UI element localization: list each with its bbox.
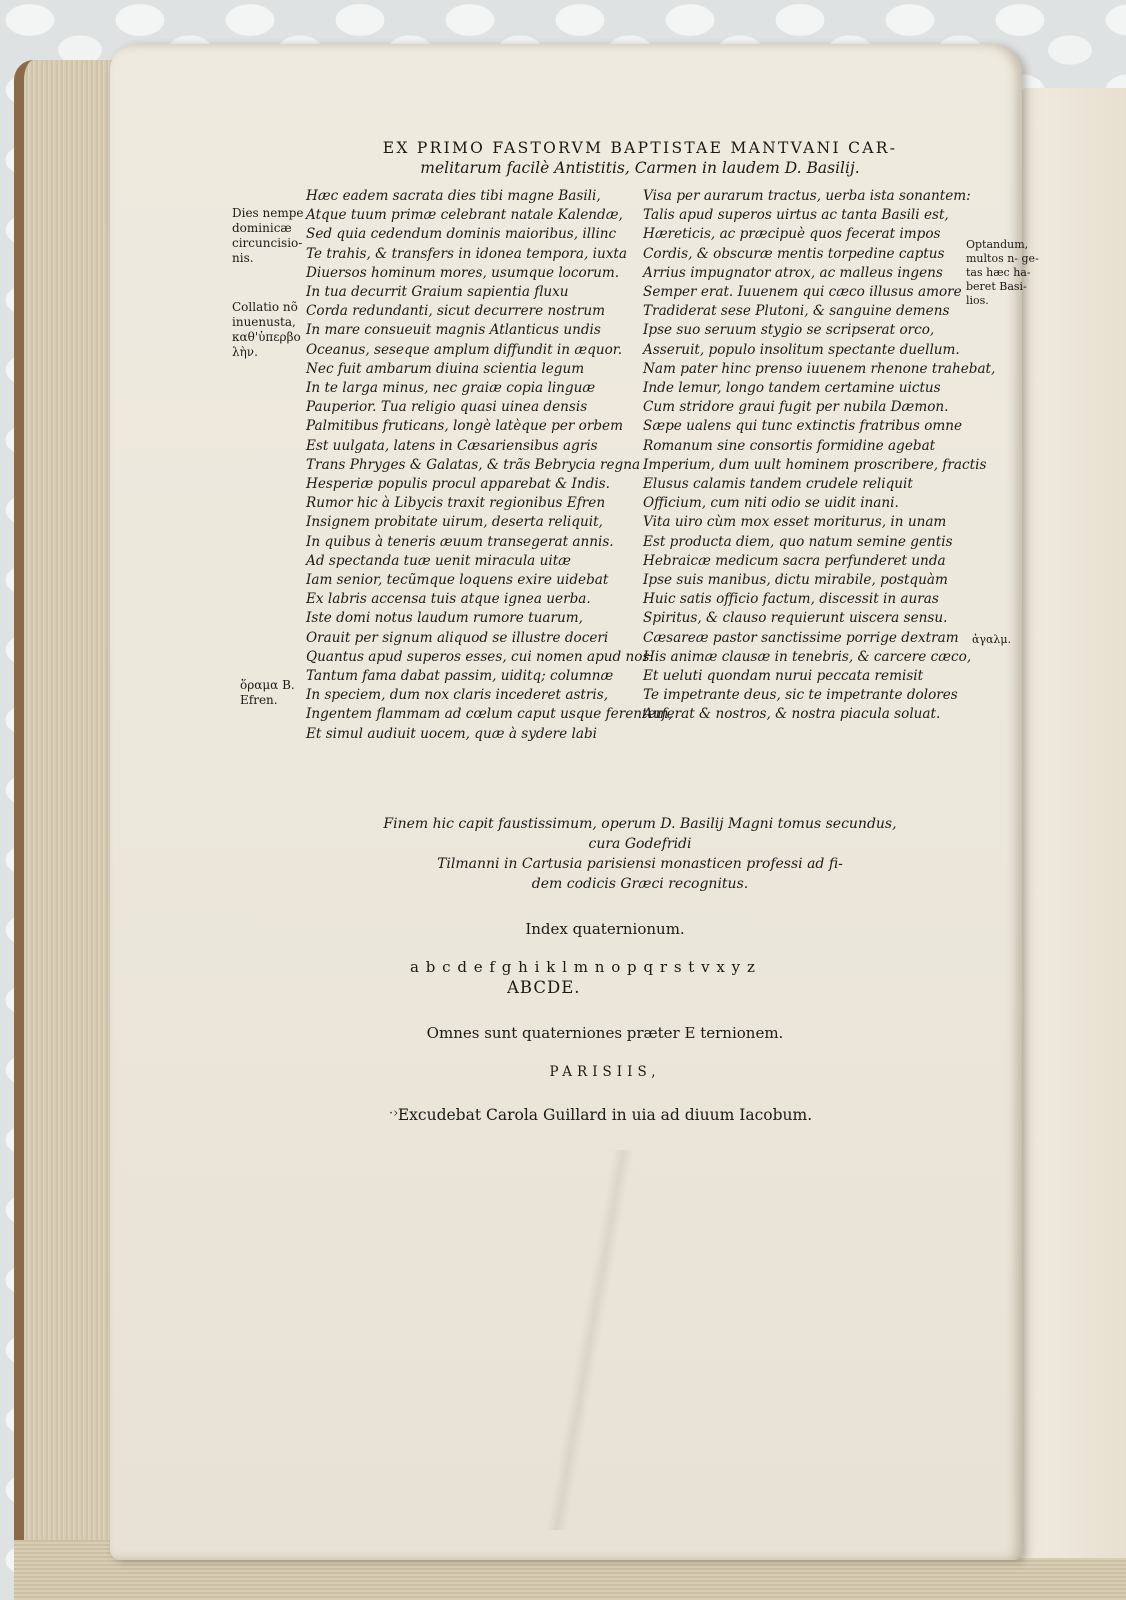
poem-line: Hæreticis, ac præcipuè quos fecerat impos [643, 226, 941, 243]
ornament-mark: ·› [389, 1106, 399, 1121]
quire-signatures-upper: ABCDE. [507, 978, 581, 997]
margin-line: nis. [232, 251, 254, 265]
poem-line: Huic satis officio factum, discessit in auras [643, 591, 939, 608]
imprint-place: PARISIIS, [549, 1064, 661, 1080]
poem-line: Oceanus, seseque amplum diffundit in æquor. [306, 341, 623, 358]
margin-line: dominicæ [232, 221, 292, 235]
poem-line: Corda redundanti, sicut decurrere nostrum [306, 303, 605, 320]
poem-line: Est producta diem, quo natum semine gentis [643, 533, 953, 550]
poem-line: Iam senior, tecũmque loquens exire uidebat [306, 572, 609, 589]
poem-line: Ex labris accensa tuis atque ignea uerba. [306, 591, 591, 608]
margin-line: Efren. [240, 693, 278, 707]
printer-imprint: Excudebat Carola Guillard in uia ad diuum Iacobum. [397, 1106, 813, 1124]
poem-line: Te impetrante deus, sic te impetrante dolores [643, 687, 958, 704]
poem-line: Imperium, dum uult hominem proscribere, fractis [643, 456, 987, 473]
header-line-2: melitarum facilè Antistitis, Carmen in laudem D. Basilij. [420, 159, 860, 177]
quaternion-note: Omnes sunt quaterniones præter E ternionem. [426, 1024, 784, 1042]
poem-line: Te trahis, & transfers in idonea tempora, iuxta [306, 245, 627, 262]
poem-line: Ipse suo seruum stygio se scripserat orco, [643, 322, 935, 339]
poem-line: Pauperior. Tua religio quasi uinea densis [306, 399, 588, 416]
margin-line: ἀγαλμ. [972, 633, 1012, 646]
poem-line: Atque tuum primæ celebrant natale Kalendæ, [306, 207, 623, 224]
poem-line: Elusus calamis tandem crudele reliquit [643, 476, 913, 493]
header-line-1: EX PRIMO FASTORVM BAPTISTAE MANTVANI CAR- [382, 139, 898, 157]
margin-note-greek [972, 632, 1011, 647]
poem-line: His animæ clausæ in tenebris, & carcere cæco, [643, 648, 972, 665]
poem-line: In speciem, dum nox claris incederet astris, [306, 687, 609, 704]
poem-line: Nam pater hinc prenso iuuenem rhenone trahebat, [643, 360, 996, 377]
margin-line: Collatio nõ [232, 300, 298, 314]
poem-line: Est uulgata, latens in Cæsariensibus agris [306, 437, 598, 454]
poem-line: Sæpe ualens qui tunc extinctis fratribus omne [643, 418, 963, 435]
poem-line: Hesperiæ populis procul apparebat & Indis. [306, 476, 610, 493]
poem-line: Auferat & nostros, & nostra piacula soluat. [643, 706, 941, 723]
poem-line: Iste domi notus laudum rumore tuarum, [306, 610, 583, 627]
poem-line: Vita uiro cùm mox esset moriturus, in unam [643, 514, 947, 531]
poem-line: Insignem probitate uirum, deserta reliquit, [306, 514, 603, 531]
poem-line: In tua decurrit Graium sapientia fluxu [306, 284, 569, 301]
margin-line: Optandum, [966, 238, 1029, 251]
poem-line: Orauit per signum aliquod se illustre doceri [306, 629, 609, 646]
poem-column-left [306, 187, 673, 744]
poem-line: Inde lemur, longo tandem certamine uictus [643, 380, 941, 397]
poem-line: Rumor hic à Libycis traxit regionibus Efren [306, 495, 606, 512]
facing-page [1010, 88, 1126, 1558]
margin-line: λὴν. [232, 345, 258, 359]
margin-line: καθ'ὑπερβο [232, 330, 301, 344]
poem-line: Quantus apud superos esses, cui nomen apud nos [306, 648, 650, 665]
colophon [380, 814, 900, 894]
poem-line: Tantum fama dabat passim, uiditq; columnæ [306, 668, 614, 685]
margin-line: inuenusta, [232, 315, 296, 329]
poem-line: Trans Phryges & Galatas, & trãs Bebrycia regna [306, 456, 641, 473]
page-header [330, 138, 950, 178]
poem-line: Ipse suis manibus, dictu mirabile, postquàm [643, 572, 948, 589]
poem-line: Semper erat. Iuuenem qui cæco illusus amore [643, 284, 962, 301]
poem-line: Cordis, & obscuræ mentis torpedine captus [643, 245, 945, 262]
poem-line: Hebraicæ medicum sacra perfunderet unda [643, 552, 946, 569]
margin-note-horama [240, 678, 295, 708]
colophon-line: Finem hic capit faustissimum, operum D. Basilij Magni tomus secundus, cura Godefridi [383, 816, 897, 852]
poem-line: Palmitibus fruticans, longè latèque per orbem [306, 418, 623, 435]
poem-line: Diuersos hominum mores, usumque locorum. [306, 264, 620, 281]
poem-line: Cæsareæ pastor sanctissime porrige dextram [643, 629, 959, 646]
margin-line: multos n- ge- [966, 252, 1039, 265]
poem-line: Et simul audiuit uocem, quæ à sydere labi [306, 725, 598, 742]
poem-line: Et ueluti quondam nurui peccata remisit [643, 668, 924, 685]
poem-line: Ad spectanda tuæ uenit miracula uitæ [306, 552, 571, 569]
margin-line: ὅραμα B. [240, 678, 295, 692]
page-crease [520, 1150, 660, 1530]
margin-line: circuncisio- [232, 236, 303, 250]
poem-line: Officium, cum niti odio se uidit inani. [643, 495, 899, 512]
poem-line: Sed quia cedendum dominis maioribus, illinc [306, 226, 617, 243]
poem-line: Nec fuit ambarum diuina scientia legum [306, 360, 585, 377]
poem-line: Cum stridore graui fugit per nubila Dæmon. [643, 399, 949, 416]
margin-line: Dies nempe [232, 206, 304, 220]
margin-note-collatio [232, 300, 301, 360]
poem-line: Visa per aurarum tractus, uerba ista sonantem: [643, 188, 971, 204]
poem-line: Talis apud superos uirtus ac tanta Basili est, [643, 207, 949, 224]
poem-line: Asseruit, populo insolitum spectante duellum. [643, 341, 960, 358]
poem-line: Hæc eadem sacrata dies tibi magne Basili, [306, 188, 601, 204]
colophon-line: Tilmanni in Cartusia parisiensi monasticen professi ad fi- [437, 856, 843, 872]
poem-line: Tradiderat sese Plutoni, & sanguine demens [643, 303, 950, 320]
margin-line: tas hæc ha- [966, 266, 1031, 279]
poem-line: In te larga minus, nec graiæ copia linguæ [306, 380, 596, 397]
poem-line: Spiritus, & clauso requierunt uiscera sensu. [643, 610, 948, 627]
poem-line: Romanum sine consortis formidine agebat [643, 437, 936, 454]
margin-line: lios. [966, 294, 989, 307]
poem-line: Arrius impugnator atrox, ac malleus ingens [643, 264, 943, 281]
margin-note-optandum [966, 238, 1039, 308]
margin-line: beret Basi- [966, 280, 1027, 293]
poem-line: Ingentem flammam ad cœlum caput usque ferentem, [306, 706, 673, 723]
index-title: Index quaternionum. [525, 920, 685, 938]
poem-line: In quibus à teneris æuum transegerat annis. [306, 533, 614, 550]
margin-note-dies [232, 206, 304, 266]
poem-line: In mare consueuit magnis Atlanticus undis [306, 322, 601, 339]
quire-signatures-lower: abcdefghiklmnopqrstvxyz [410, 958, 762, 976]
colophon-line: dem codicis Græci recognitus. [531, 876, 749, 892]
